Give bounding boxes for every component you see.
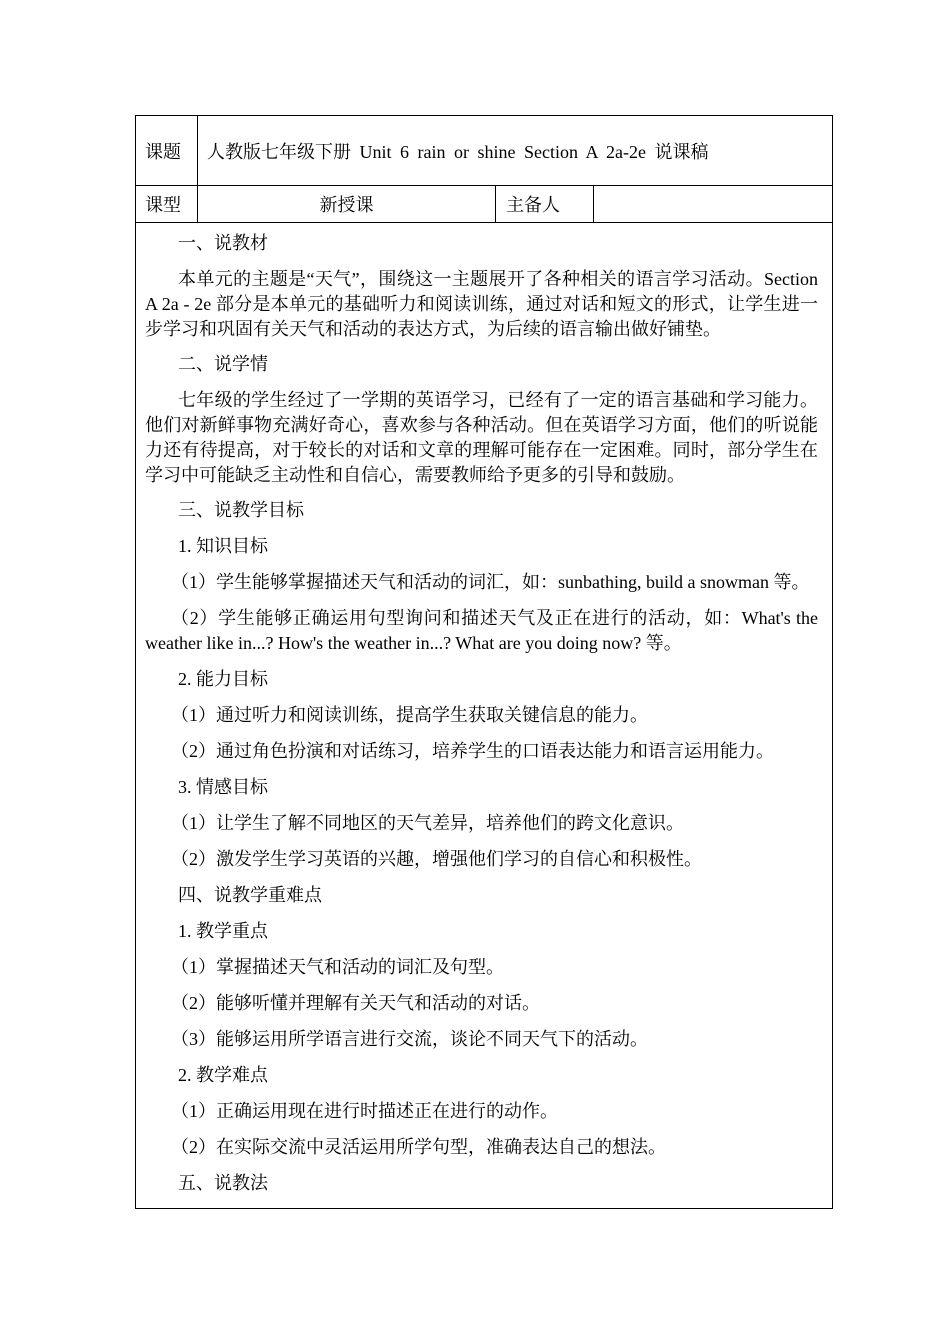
- content-paragraph: （1）让学生了解不同地区的天气差异，培养他们的跨文化意识。: [171, 813, 684, 833]
- section-heading: 三、说教学目标: [178, 500, 304, 520]
- content-paragraph: （1）正确运用现在进行时描述正在进行的动作。: [171, 1101, 558, 1121]
- preparer-value: [594, 186, 832, 222]
- content-paragraph: （1）通过听力和阅读训练，提高学生获取关键信息的能力。: [171, 705, 648, 725]
- title-value: 人教版七年级下册 Unit 6 rain or shine Section A 2a-2e 说课稿: [207, 141, 709, 162]
- content-paragraph: （2）激发学生学习英语的兴趣，增强他们学习的自信心和积极性。: [171, 849, 702, 869]
- type-row: [136, 186, 832, 223]
- subsection-heading: 2. 能力目标: [178, 669, 268, 689]
- content-paragraph: （2）通过角色扮演和对话练习，培养学生的口语表达能力和语言运用能力。: [171, 741, 774, 761]
- content-paragraph: （1）掌握描述天气和活动的词汇及句型。: [171, 957, 504, 977]
- content-paragraph: （2）在实际交流中灵活运用所学句型，准确表达自己的想法。: [171, 1137, 666, 1157]
- subsection-heading: 1. 教学重点: [178, 921, 268, 941]
- section-heading: 一、说教材: [178, 233, 268, 253]
- content-paragraph: （3）能够运用所学语言进行交流，谈论不同天气下的活动。: [171, 1029, 648, 1049]
- title-row: [136, 116, 832, 186]
- subsection-heading: 2. 教学难点: [178, 1065, 268, 1085]
- section-heading: 四、说教学重难点: [178, 885, 322, 905]
- type-label: 课型: [136, 186, 198, 222]
- type-value: 新授课: [198, 186, 496, 222]
- content-paragraph: （2）学生能够正确运用句型询问和描述天气及正在进行的活动，如：What's the weather like in...? How's the weather in...? What are you doing now? 等。: [145, 608, 818, 653]
- content-paragraph: 七年级的学生经过了一学期的英语学习，已经有了一定的语言基础和学习能力。他们对新鲜事物充满好奇心，喜欢参与各种活动。但在英语学习方面，他们的听说能力还有待提高，对于较长的对话和文章的理解可能存在一定困难。同时，部分学生在学习中可能缺乏主动性和自信心，需要教师给予更多的引导和鼓励。: [145, 390, 818, 485]
- subsection-heading: 3. 情感目标: [178, 777, 268, 797]
- content-paragraph: （2）能够听懂并理解有关天气和活动的对话。: [171, 993, 540, 1013]
- lesson-content: [136, 223, 832, 1208]
- section-heading: 二、说学情: [178, 354, 268, 374]
- title-label: 课题: [136, 116, 198, 185]
- lesson-plan-table: [135, 115, 833, 1209]
- preparer-label: 主备人: [496, 186, 594, 222]
- subsection-heading: 1. 知识目标: [178, 536, 268, 556]
- section-heading: 五、说教法: [178, 1173, 268, 1193]
- content-paragraph: （1）学生能够掌握描述天气和活动的词汇，如：sunbathing, build a snowman 等。: [171, 572, 810, 592]
- content-paragraph: 本单元的主题是“天气”，围绕这一主题展开了各种相关的语言学习活动。Section A 2a - 2e 部分是本单元的基础听力和阅读训练，通过对话和短文的形式，让学生进一步学习和巩固有关天气和活动的表达方式，为后续的语言输出做好铺垫。: [145, 269, 818, 339]
